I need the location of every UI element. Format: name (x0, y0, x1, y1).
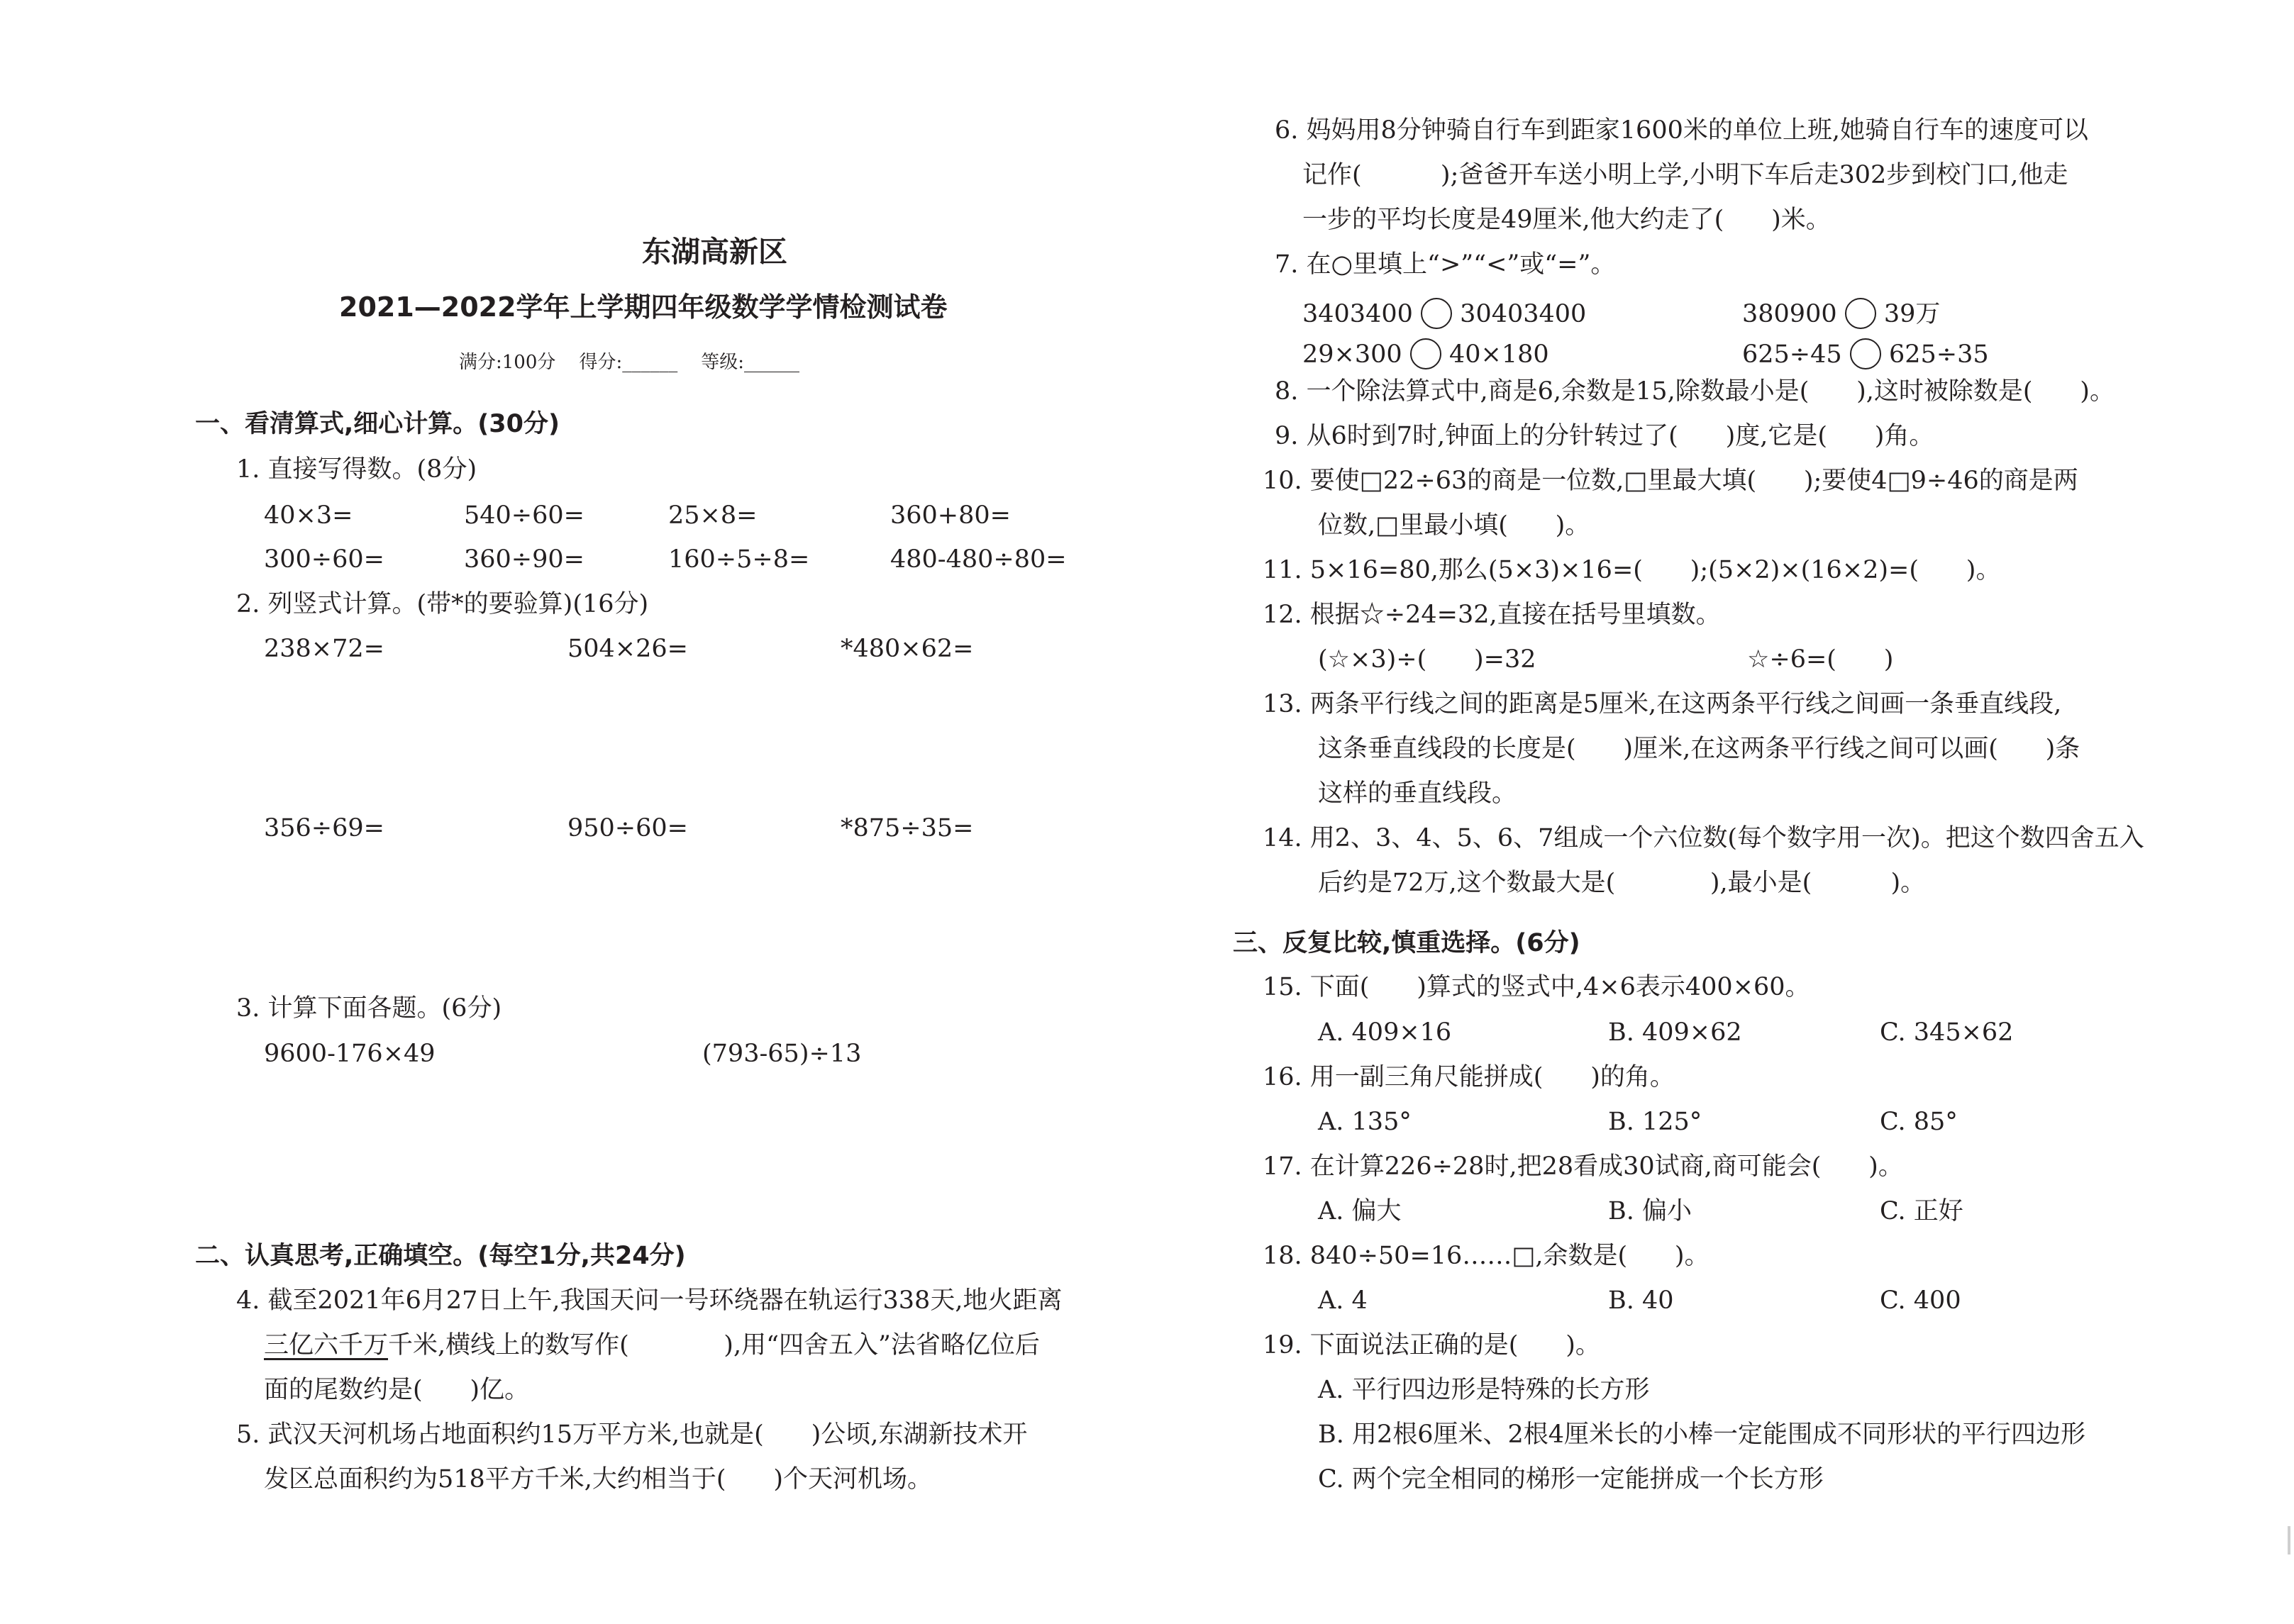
q1-item: 40×3= (264, 501, 353, 530)
q2-item: 950÷60= (567, 814, 688, 842)
q7-left-expr: 380900 (1742, 300, 1837, 328)
compare-circle[interactable] (1421, 298, 1452, 329)
q7-left-expr: 3403400 (1302, 300, 1413, 328)
q15-stem: 15. 下面( )算式的竖式中,4×6表示400×60。 (1263, 973, 1810, 1001)
choice-option[interactable]: C. 400 (1880, 1286, 1961, 1315)
q13-line: 这样的垂直线段。 (1318, 779, 1517, 808)
q10-line: 位数,□里最小填( )。 (1318, 511, 1590, 540)
section-3-heading: 三、反复比较,慎重选择。(6分) (1233, 929, 1580, 957)
compare-circle[interactable] (1410, 338, 1441, 369)
q2-title: 2. 列竖式计算。(带*的要验算)(16分) (236, 590, 649, 618)
q10-line: 10. 要使□22÷63的商是一位数,□里最大填( );要使4□9÷46的商是两 (1263, 467, 2078, 495)
q1-item: 480-480÷80= (890, 545, 1067, 574)
q17-stem: 17. 在计算226÷28时,把28看成30试商,商可能会( )。 (1263, 1152, 1903, 1181)
choice-option[interactable]: B. 409×62 (1608, 1018, 1742, 1047)
q3-title: 3. 计算下面各题。(6分) (236, 994, 502, 1023)
q2-item: 238×72= (264, 635, 384, 663)
score-info: 满分:100分 得分:______ 等级:______ (459, 352, 800, 373)
choice-option[interactable]: C. 345×62 (1880, 1018, 2014, 1047)
q7-left-expr: 625÷45 (1742, 340, 1842, 369)
q7-compare (1742, 298, 1940, 330)
q1-item: 160÷5÷8= (668, 545, 810, 574)
q14-line: 后约是72万,这个数最大是( ),最小是( )。 (1318, 869, 1926, 897)
choice-option[interactable]: C. 两个完全相同的梯形一定能拼成一个长方形 (1318, 1465, 1824, 1494)
q4-line-rest: 千米,横线上的数写作( ),用“四舍五入”法省略亿位后 (388, 1331, 1040, 1359)
choice-option[interactable]: A. 409×16 (1318, 1018, 1452, 1047)
q9: 9. 从6时到7时,钟面上的分针转过了( )度,它是( )角。 (1275, 422, 1934, 450)
page-edge-mark (2288, 1526, 2290, 1555)
q11: 11. 5×16=80,那么(5×3)×16=( );(5×2)×(16×2)=( )。 (1263, 556, 2001, 584)
choice-option[interactable]: A. 偏大 (1318, 1197, 1402, 1225)
q2-item: *875÷35= (841, 814, 974, 842)
choice-option[interactable]: B. 40 (1608, 1286, 1674, 1315)
section-2-heading: 二、认真思考,正确填空。(每空1分,共24分) (195, 1242, 686, 1270)
compare-circle[interactable] (1850, 338, 1881, 369)
q2-item: *480×62= (841, 635, 974, 663)
q3-item: (793-65)÷13 (702, 1040, 862, 1068)
q1-title: 1. 直接写得数。(8分) (236, 455, 477, 484)
q18-stem: 18. 840÷50=16……□,余数是( )。 (1263, 1242, 1710, 1270)
q6-line: 记作( );爸爸开车送小明上学,小明下车后走302步到校门口,他走 (1302, 161, 2068, 189)
q7-compare (1742, 338, 1989, 370)
q7-right-expr: 625÷35 (1888, 340, 1989, 369)
q1-item: 540÷60= (464, 501, 584, 530)
q2-item: 356÷69= (264, 814, 384, 842)
q4-underlined-number: 三亿六千万 (264, 1331, 389, 1359)
choice-option[interactable]: B. 偏小 (1608, 1197, 1692, 1225)
q2-item: 504×26= (567, 635, 688, 663)
choice-option[interactable]: A. 平行四边形是特殊的长方形 (1318, 1376, 1650, 1404)
q6-line: 一步的平均长度是49厘米,他大约走了( )米。 (1302, 206, 1831, 234)
q7-right-expr: 39万 (1883, 300, 1941, 328)
q5-line: 5. 武汉天河机场占地面积约15万平方米,也就是( )公顷,东湖新技术开 (236, 1420, 1028, 1449)
q7-left-expr: 29×300 (1302, 340, 1402, 369)
q1-item: 25×8= (668, 501, 758, 530)
exam-title: 2021—2022学年上学期四年级数学学情检测试卷 (339, 291, 948, 323)
q7-right-expr: 30403400 (1460, 300, 1587, 328)
q8: 8. 一个除法算式中,商是6,余数是15,除数最小是( ),这时被除数是( )。 (1275, 377, 2115, 406)
q1-item: 360+80= (890, 501, 1011, 530)
q13-line: 这条垂直线段的长度是( )厘米,在这两条平行线之间可以画( )条 (1318, 735, 2080, 763)
q16-stem: 16. 用一副三角尺能拼成( )的角。 (1263, 1063, 1675, 1091)
q3-item: 9600-176×49 (264, 1040, 436, 1068)
choice-option[interactable]: C. 85° (1880, 1108, 1958, 1136)
q14-line: 14. 用2、3、4、5、6、7组成一个六位数(每个数字用一次)。把这个数四舍五入 (1263, 824, 2144, 852)
q4-line: 面的尾数约是( )亿。 (264, 1376, 530, 1404)
q7-compare (1302, 298, 1586, 330)
q19-stem: 19. 下面说法正确的是( )。 (1263, 1331, 1600, 1359)
choice-option[interactable]: A. 135° (1318, 1108, 1412, 1136)
q7-compare (1302, 338, 1549, 370)
q13-line: 13. 两条平行线之间的距离是5厘米,在这两条平行线之间画一条垂直线段, (1263, 690, 2062, 718)
q7-title: 7. 在○里填上“>”“<”或“=”。 (1275, 250, 1616, 279)
choice-option[interactable]: B. 125° (1608, 1108, 1702, 1136)
q6-line: 6. 妈妈用8分钟骑自行车到距家1600米的单位上班,她骑自行车的速度可以 (1275, 116, 2088, 145)
q5-line: 发区总面积约为518平方千米,大约相当于( )个天河机场。 (264, 1465, 932, 1494)
q4-line: 4. 截至2021年6月27日上午,我国天问一号环绕器在轨运行338天,地火距离 (236, 1286, 1063, 1315)
q12-title: 12. 根据☆÷24=32,直接在括号里填数。 (1263, 601, 1721, 629)
q12-item: (☆×3)÷( )=32 (1318, 645, 1536, 674)
district-title: 东湖高新区 (642, 235, 787, 269)
q1-item: 360÷90= (464, 545, 584, 574)
q7-right-expr: 40×180 (1448, 340, 1549, 369)
q1-item: 300÷60= (264, 545, 384, 574)
q4-line (264, 1330, 1040, 1361)
choice-option[interactable]: A. 4 (1318, 1286, 1368, 1315)
choice-option[interactable]: C. 正好 (1880, 1197, 1963, 1225)
section-1-heading: 一、看清算式,细心计算。(30分) (195, 410, 560, 438)
compare-circle[interactable] (1845, 298, 1876, 329)
choice-option[interactable]: B. 用2根6厘米、2根4厘米长的小棒一定能围成不同形状的平行四边形 (1318, 1420, 2086, 1449)
q12-item: ☆÷6=( ) (1747, 645, 1894, 674)
